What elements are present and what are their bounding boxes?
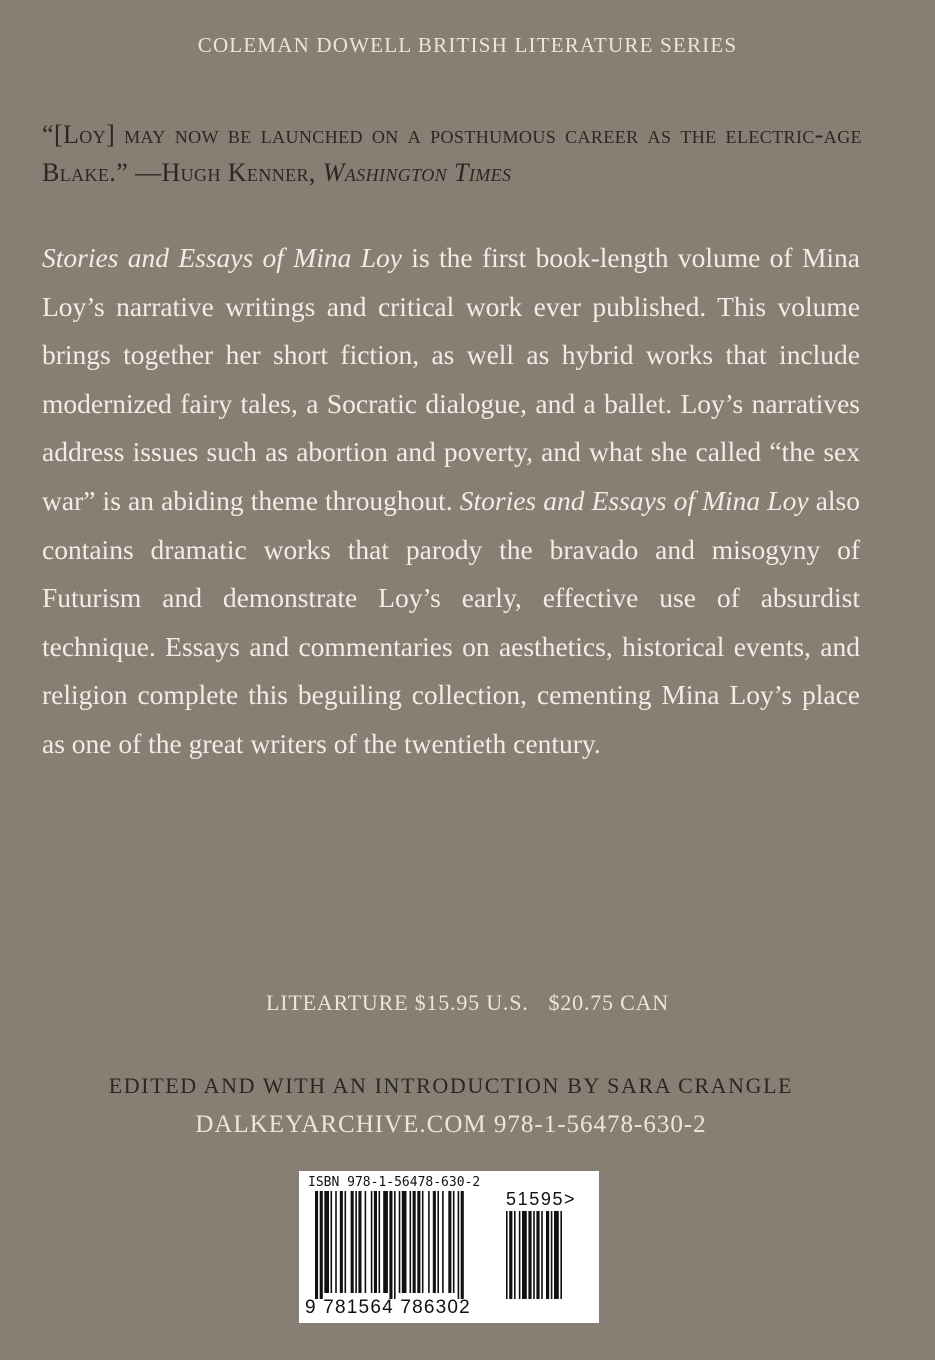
- barcode-bar: [389, 1191, 392, 1299]
- addon-bar: [546, 1211, 549, 1299]
- barcode-bar: [399, 1191, 401, 1293]
- addon-bar: [536, 1211, 539, 1299]
- isbn-barcode: [299, 1171, 599, 1323]
- barcode-bar: [453, 1191, 455, 1293]
- addon-bar: [551, 1211, 553, 1299]
- barcode-bar: [331, 1191, 333, 1293]
- addon-bar: [509, 1211, 512, 1299]
- addon-bar: [541, 1211, 543, 1299]
- book-title-italic-2: Stories and Essays of Mina Loy: [459, 484, 809, 516]
- barcode-bar: [340, 1191, 343, 1293]
- quote-text: “[Loy] may now be launched on a posthumous career as the electric-age Blake.” —Hugh Kenner,: [42, 120, 862, 187]
- barcode-bar: [448, 1191, 451, 1293]
- editor-credit: EDITED AND WITH AN INTRODUCTION BY SARA CRANGLE: [108, 1073, 794, 1098]
- isbn-label: ISBN 978-1-56478-630-2: [308, 1175, 481, 1190]
- addon-bar: [560, 1211, 562, 1299]
- addon-bar: [506, 1211, 508, 1299]
- addon-bar: [514, 1211, 516, 1299]
- barcode-bar: [428, 1191, 430, 1293]
- barcode-addon-digits: 51595>: [506, 1189, 577, 1209]
- description-text-1: is the first book-length volume of Mina Loy’s narrative writings and critical work ever published. This volume brings together her short fiction, as well as hybrid works that include modernized fairy tales, a Socratic dialogue, and a ballet. Loy’s narratives address issues such as abortion and poverty, and what she called “the sex war” is an abiding theme throughout.: [42, 242, 860, 516]
- barcode-bar: [383, 1191, 388, 1293]
- quote-source: Washington Times: [322, 158, 512, 187]
- addon-bar: [533, 1211, 535, 1299]
- barcode-bar: [433, 1191, 436, 1293]
- barcode-bar: [345, 1191, 347, 1293]
- book-description: [42, 234, 860, 769]
- barcode-bar: [402, 1191, 407, 1293]
- barcode-bar: [461, 1191, 464, 1299]
- barcode-bar: [351, 1191, 354, 1293]
- barcode-bar: [413, 1191, 416, 1293]
- barcode-bar: [374, 1191, 377, 1293]
- price-line: [0, 990, 935, 1016]
- barcode-bar: [442, 1191, 444, 1293]
- barcode-bar: [410, 1191, 412, 1293]
- barcode-bar: [324, 1191, 329, 1293]
- price-can: $20.75 CAN: [548, 990, 669, 1015]
- barcode-bar: [422, 1191, 424, 1293]
- addon-bar: [554, 1211, 559, 1299]
- barcode-bar: [320, 1191, 323, 1299]
- website-isbn-line: DALKEYARCHIVE.COM 978-1-56478-630-2: [195, 1111, 707, 1138]
- barcode-bar: [335, 1191, 337, 1293]
- barcode-bar: [315, 1191, 318, 1299]
- barcode-bar: [394, 1191, 396, 1299]
- review-quote: [42, 116, 862, 192]
- barcode-bar: [355, 1191, 357, 1293]
- barcode-bar: [371, 1191, 373, 1293]
- addon-bar: [528, 1211, 531, 1299]
- barcode-digits: 9 781564 786302: [305, 1297, 471, 1318]
- series-title: COLEMAN DOWELL BRITISH LITERATURE SERIES: [197, 33, 738, 57]
- description-text-2: also contains dramatic works that parody the bravado and misogyny of Futurism and demonstrate Loy’s early, effective use of absurdist technique. Essays and commentaries on aesthetics, historical events, and religion complete this beguiling collection, cementing Mina Loy’s place as one of the great writers of the twentieth century.: [42, 484, 860, 759]
- barcode-bar: [417, 1191, 420, 1293]
- barcode-bar: [458, 1191, 460, 1299]
- barcode-bar: [365, 1191, 367, 1293]
- price-us: LITEARTURE $15.95 U.S.: [266, 990, 529, 1015]
- barcode-bar: [358, 1191, 361, 1293]
- addon-bar: [522, 1211, 527, 1299]
- addon-bar: [519, 1211, 521, 1299]
- book-title-italic: Stories and Essays of Mina Loy: [42, 242, 402, 273]
- barcode-bar: [437, 1191, 439, 1293]
- barcode-bar: [379, 1191, 381, 1293]
